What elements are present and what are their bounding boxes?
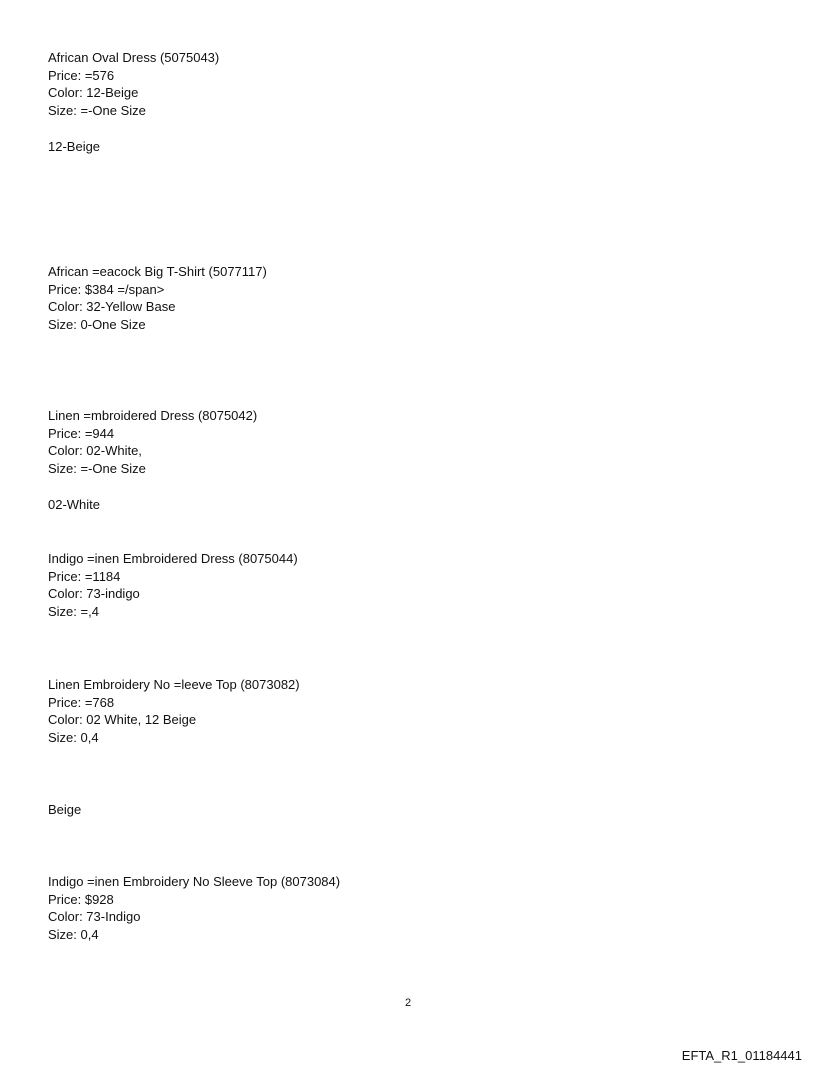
- caption-text: 02-White: [48, 497, 101, 512]
- product-name: Linen =mbroidered Dress (8075042): [48, 408, 258, 423]
- product-price: Price: =1184: [48, 568, 121, 584]
- product-size: Size: 0,4: [48, 729, 99, 745]
- product-entry: [48, 263, 748, 333]
- product-name: Indigo =inen Embroidery No Sleeve Top (8073084): [48, 874, 341, 889]
- product-price: Price: =944: [48, 425, 115, 441]
- product-price: Price: =768: [48, 694, 115, 710]
- product-entry: [48, 550, 748, 620]
- product-price: Price: =576: [48, 67, 115, 83]
- caption-text: Beige: [48, 802, 82, 817]
- product-name: African =eacock Big T-Shirt (5077117): [48, 264, 267, 279]
- product-entry: [48, 407, 748, 477]
- product-entry: [48, 49, 748, 119]
- product-color: Color: 02-White,: [48, 443, 142, 458]
- product-price: Price: $928: [48, 891, 114, 907]
- product-name: Linen Embroidery No =leeve Top (8073082): [48, 677, 300, 692]
- image-caption: [48, 496, 748, 514]
- product-price: Price: $384 =/span>: [48, 281, 165, 297]
- product-color: Color: 02 White, 12 Beige: [48, 712, 197, 727]
- page-number: 2: [404, 997, 412, 1009]
- product-name: African Oval Dress (5075043): [48, 50, 220, 65]
- product-color: Color: 73-Indigo: [48, 909, 141, 924]
- product-size: Size: 0,4: [48, 926, 99, 942]
- product-size: Size: 0-One Size: [48, 316, 146, 332]
- document-id: EFTA_R1_01184441: [681, 1048, 802, 1063]
- product-entry: [48, 676, 748, 746]
- product-name: Indigo =inen Embroidered Dress (8075044): [48, 551, 298, 566]
- product-color: Color: 32-Yellow Base: [48, 299, 176, 314]
- image-caption: [48, 138, 748, 156]
- image-caption: [48, 801, 748, 819]
- product-size: Size: =-One Size: [48, 460, 146, 476]
- caption-text: 12-Beige: [48, 139, 101, 154]
- product-size: Size: =-One Size: [48, 102, 146, 118]
- product-size: Size: =,4: [48, 603, 99, 619]
- product-color: Color: 12-Beige: [48, 85, 139, 100]
- product-color: Color: 73-indigo: [48, 586, 140, 601]
- product-entry: [48, 873, 748, 943]
